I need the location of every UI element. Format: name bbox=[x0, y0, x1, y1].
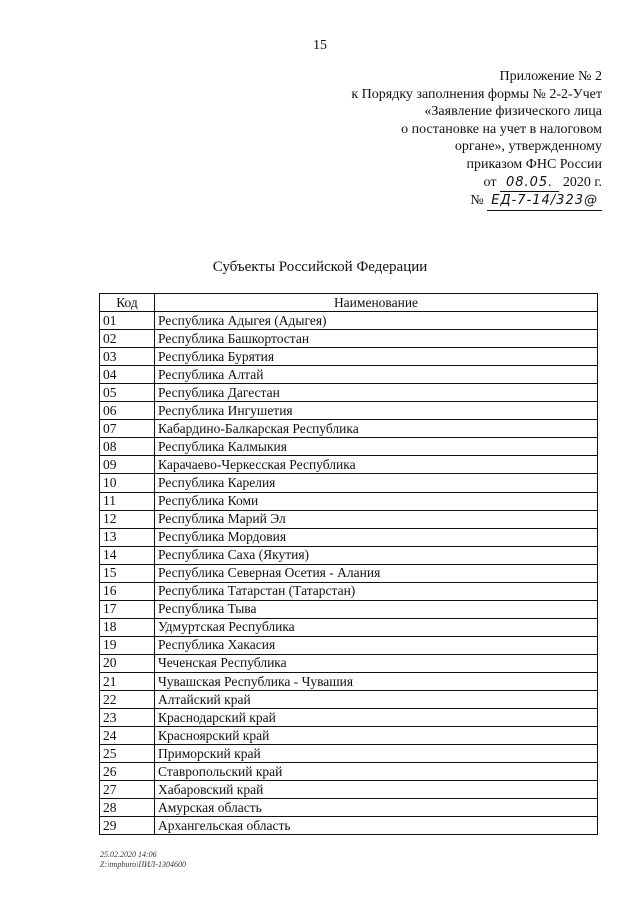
region-name: Республика Татарстан (Татарстан) bbox=[155, 582, 598, 600]
regions-table bbox=[99, 293, 598, 835]
region-code: 04 bbox=[100, 366, 155, 384]
table-row bbox=[100, 709, 598, 727]
number-prefix: № bbox=[470, 193, 484, 209]
region-code: 11 bbox=[100, 492, 155, 510]
region-code: 18 bbox=[100, 618, 155, 636]
region-name: Республика Марий Эл bbox=[155, 510, 598, 528]
order-number-line bbox=[302, 192, 602, 211]
region-code: 19 bbox=[100, 636, 155, 654]
page-number: 15 bbox=[313, 38, 327, 53]
handwritten-date: 08.05. bbox=[500, 174, 559, 193]
region-code: 09 bbox=[100, 456, 155, 474]
region-name: Амурская область bbox=[155, 799, 598, 817]
appendix-line: Приложение № 2 bbox=[499, 69, 602, 84]
table-row bbox=[100, 781, 598, 799]
region-code: 03 bbox=[100, 348, 155, 366]
region-name: Республика Хакасия bbox=[155, 636, 598, 654]
region-code: 13 bbox=[100, 528, 155, 546]
region-code: 27 bbox=[100, 781, 155, 799]
table-header-row bbox=[100, 294, 598, 312]
table-row bbox=[100, 510, 598, 528]
region-name: Чувашская Республика - Чувашия bbox=[155, 672, 598, 690]
date-suffix: 2020 г. bbox=[562, 174, 602, 190]
region-code: 15 bbox=[100, 564, 155, 582]
region-code: 02 bbox=[100, 330, 155, 348]
region-name: Республика Дагестан bbox=[155, 384, 598, 402]
appendix-line: «Заявление физического лица bbox=[424, 104, 602, 120]
appendix-line: приказом ФНС России bbox=[466, 156, 602, 172]
region-name: Республика Карелия bbox=[155, 474, 598, 492]
region-code: 28 bbox=[100, 799, 155, 817]
table-row bbox=[100, 366, 598, 384]
region-name: Республика Калмыкия bbox=[155, 438, 598, 456]
table-row bbox=[100, 745, 598, 763]
footer-timestamp: 25.02.2020 14:06 bbox=[100, 850, 157, 859]
table-row bbox=[100, 384, 598, 402]
appendix-line: к Порядку заполнения формы № 2-2-Учет bbox=[351, 86, 602, 102]
region-name: Архангельская область bbox=[155, 817, 598, 835]
region-name: Республика Адыгея (Адыгея) bbox=[155, 312, 598, 330]
region-code: 08 bbox=[100, 438, 155, 456]
region-name: Республика Башкортостан bbox=[155, 330, 598, 348]
region-name: Республика Коми bbox=[155, 492, 598, 510]
table-row bbox=[100, 456, 598, 474]
table-row bbox=[100, 492, 598, 510]
region-name: Республика Северная Осетия - Алания bbox=[155, 564, 598, 582]
region-name: Хабаровский край bbox=[155, 781, 598, 799]
footer-stamp bbox=[100, 850, 186, 870]
table-row bbox=[100, 727, 598, 745]
region-code: 21 bbox=[100, 672, 155, 690]
region-code: 10 bbox=[100, 474, 155, 492]
appendix-block bbox=[302, 68, 602, 211]
footer-file-path: Z:\tmpburo\ПИЛ-1304600 bbox=[100, 860, 187, 869]
appendix-line: о постановке на учет в налоговом bbox=[401, 121, 602, 137]
region-code: 06 bbox=[100, 402, 155, 420]
region-code: 29 bbox=[100, 817, 155, 835]
appendix-line: органе», утвержденному bbox=[454, 139, 602, 155]
table-row bbox=[100, 330, 598, 348]
header-code: Код bbox=[100, 294, 155, 312]
table-body bbox=[100, 312, 598, 835]
region-code: 07 bbox=[100, 420, 155, 438]
region-name: Карачаево-Черкесская Республика bbox=[155, 456, 598, 474]
region-name: Краснодарский край bbox=[155, 709, 598, 727]
region-name: Республика Ингушетия bbox=[155, 402, 598, 420]
region-name: Республика Бурятия bbox=[155, 348, 598, 366]
table-row bbox=[100, 654, 598, 672]
region-name: Чеченская Республика bbox=[155, 654, 598, 672]
table-row bbox=[100, 438, 598, 456]
region-code: 24 bbox=[100, 727, 155, 745]
table-row bbox=[100, 564, 598, 582]
table-row bbox=[100, 312, 598, 330]
table-row bbox=[100, 402, 598, 420]
region-name: Республика Саха (Якутия) bbox=[155, 546, 598, 564]
region-name: Республика Тыва bbox=[155, 600, 598, 618]
region-code: 14 bbox=[100, 546, 155, 564]
table-row bbox=[100, 618, 598, 636]
table-row bbox=[100, 672, 598, 690]
table-row bbox=[100, 600, 598, 618]
table-row bbox=[100, 546, 598, 564]
region-name: Республика Алтай bbox=[155, 366, 598, 384]
region-name: Кабардино-Балкарская Республика bbox=[155, 420, 598, 438]
region-name: Красноярский край bbox=[155, 727, 598, 745]
region-name: Республика Мордовия bbox=[155, 528, 598, 546]
table-row bbox=[100, 691, 598, 709]
region-name: Удмуртская Республика bbox=[155, 618, 598, 636]
region-name: Алтайский край bbox=[155, 691, 598, 709]
table-title: Субъекты Российской Федерации bbox=[212, 259, 428, 275]
approval-date-line bbox=[302, 174, 602, 193]
region-code: 20 bbox=[100, 654, 155, 672]
table-row bbox=[100, 420, 598, 438]
table-row bbox=[100, 348, 598, 366]
region-code: 26 bbox=[100, 763, 155, 781]
region-name: Приморский край bbox=[155, 745, 598, 763]
table-row bbox=[100, 582, 598, 600]
region-code: 01 bbox=[100, 312, 155, 330]
region-name: Ставропольский край bbox=[155, 763, 598, 781]
table-row bbox=[100, 817, 598, 835]
region-code: 23 bbox=[100, 709, 155, 727]
table-row bbox=[100, 636, 598, 654]
handwritten-order-number: ЕД-7-14/323@ bbox=[487, 192, 602, 211]
region-code: 25 bbox=[100, 745, 155, 763]
region-code: 17 bbox=[100, 600, 155, 618]
table-row bbox=[100, 528, 598, 546]
table-row bbox=[100, 763, 598, 781]
table-row bbox=[100, 474, 598, 492]
region-code: 16 bbox=[100, 582, 155, 600]
region-code: 05 bbox=[100, 384, 155, 402]
header-name: Наименование bbox=[155, 294, 598, 312]
region-code: 22 bbox=[100, 691, 155, 709]
table-row bbox=[100, 799, 598, 817]
region-code: 12 bbox=[100, 510, 155, 528]
date-prefix: от bbox=[483, 174, 497, 190]
